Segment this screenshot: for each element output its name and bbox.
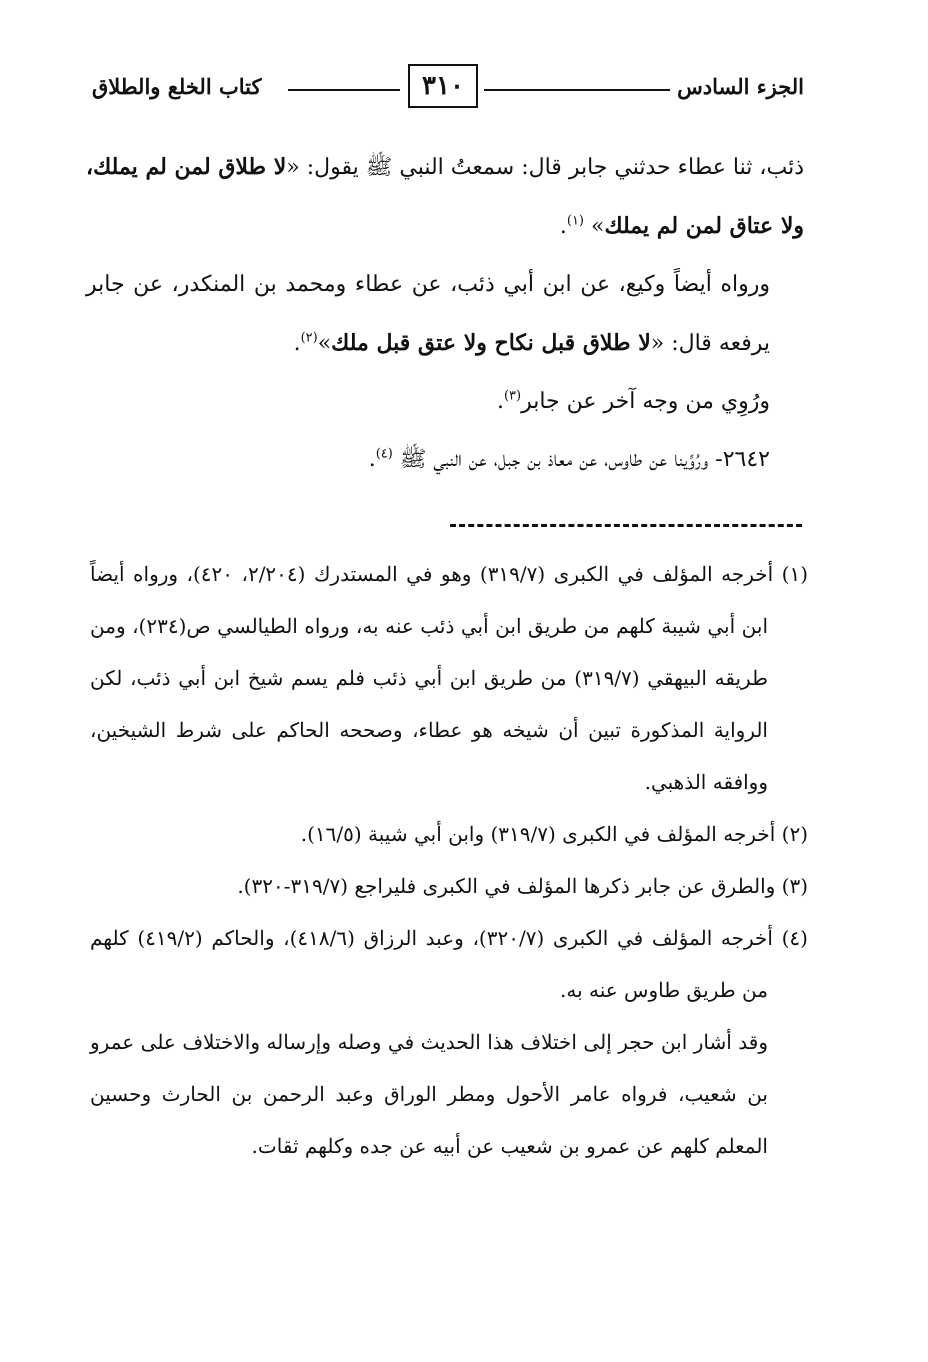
paragraph-1: ذئب، ثنا عطاء حدثني جابر قال: سمعتُ النبي ﷺ يقول: «لا طلاق لمن لم يملك، ولا عتاق لمن لم يملك» $^{(١)}$. xyxy=(86,154,805,239)
paragraph-2: ورواه أيضاً وكيع، عن ابن أبي ذئب، عن عطاء ومحمد بن المنكدر، عن جابر يرفعه قال: «لا طلاق قبل نكاح ولا عتق قبل ملك»$^{(٢)}$. xyxy=(86,272,770,356)
footnote-1: (١) أخرجه المؤلف في الكبرى (٣١٩/٧) وهو في المستدرك (٢/٢٠٤، ٤٢٠)، ورواه أيضاً ابن أبي شيبة كلهم من طريق ابن أبي ذئب عنه به، ورواه الطيالسي ص(٢٣٤)، ومن طريقه البيهقي (٣١٩/٧) من طريق ابن أبي ذئب فلم يسم شيخ ابن أبي ذئب، لكن الرواية المذكورة تبين أن شيخه هو عطاء، وصححه الحاكم على شرط الشيخين، ووافقه الذهبي. xyxy=(90,562,808,794)
volume-label: الجزء السادس xyxy=(677,74,804,99)
paragraph-2-text: ورواه أيضاً وكيع، عن ابن أبي ذئب، عن عطاء ومحمد بن المنكدر، عن جابر يرفعه قال: « xyxy=(86,272,770,356)
quote-close: » xyxy=(317,331,332,356)
page-header xyxy=(92,62,804,114)
hadith-quote-1: لا طلاق لمن لم يملك، ولا عتاق لمن لم يملك xyxy=(86,154,804,239)
footnote-ref-1: (١) xyxy=(566,213,584,229)
footnote-3: (٣) والطرق عن جابر ذكرها المؤلف في الكبرى فليراجع (٣١٩/٧-٣٢٠). xyxy=(237,874,808,898)
paragraph-1-text: ذئب، ثنا عطاء حدثني جابر قال: سمعتُ النبي ﷺ يقول: « xyxy=(286,155,805,180)
quote-close: » xyxy=(591,214,605,239)
page-number: ٣١٠ xyxy=(408,64,478,108)
footnote-4-note: وقد أشار ابن حجر إلى اختلاف هذا الحديث في وصله وإرساله والاختلاف على عمرو بن شعيب، فرواه عامر الأحول ومطر الوراق وعبد الرحمن بن الحارث وحسين المعلم كلهم عن عمرو بن شعيب عن أبيه عن جده وكلهم ثقات. xyxy=(90,1030,768,1158)
paragraph-4: ٢٦٤٢- ورُوِّينا عن طاوس، عن معاذ بن جبل، عن النبي ﷺ $^{(٤)}$. xyxy=(368,446,770,472)
paragraph-3: ورُوِي من وجه آخر عن جابر$^{(٣)}$. xyxy=(496,388,770,414)
footnote-4: (٤) أخرجه المؤلف في الكبرى (٣٢٠/٧)، وعبد الرزاق (٤١٨/٦)، والحاكم (٤١٩/٢) كلهم من طريق طاوس عنه به. xyxy=(90,926,808,1002)
paragraph-3-text: ورُوِي من وجه آخر عن جابر xyxy=(521,389,770,414)
footnote-ref-4: (٤) xyxy=(375,446,393,462)
footnote-2: (٢) أخرجه المؤلف في الكبرى (٣١٩/٧) وابن أبي شيبة (١٦/٥). xyxy=(300,822,808,846)
paragraph-4-text: ٢٦٤٢- ورُوِّينا عن طاوس، عن معاذ بن جبل، عن النبي ﷺ xyxy=(399,447,770,472)
footnotes xyxy=(90,548,808,1172)
footnote-divider xyxy=(450,524,802,527)
main-text xyxy=(86,138,804,489)
header-rule-right xyxy=(484,89,670,91)
book-title: كتاب الخلع والطلاق xyxy=(92,74,262,99)
footnote-ref-2: (٢) xyxy=(300,330,318,346)
hadith-quote-2: لا طلاق قبل نكاح ولا عتق قبل ملك xyxy=(331,330,651,356)
footnote-ref-3: (٣) xyxy=(503,388,522,404)
header-rule-left xyxy=(288,89,400,91)
